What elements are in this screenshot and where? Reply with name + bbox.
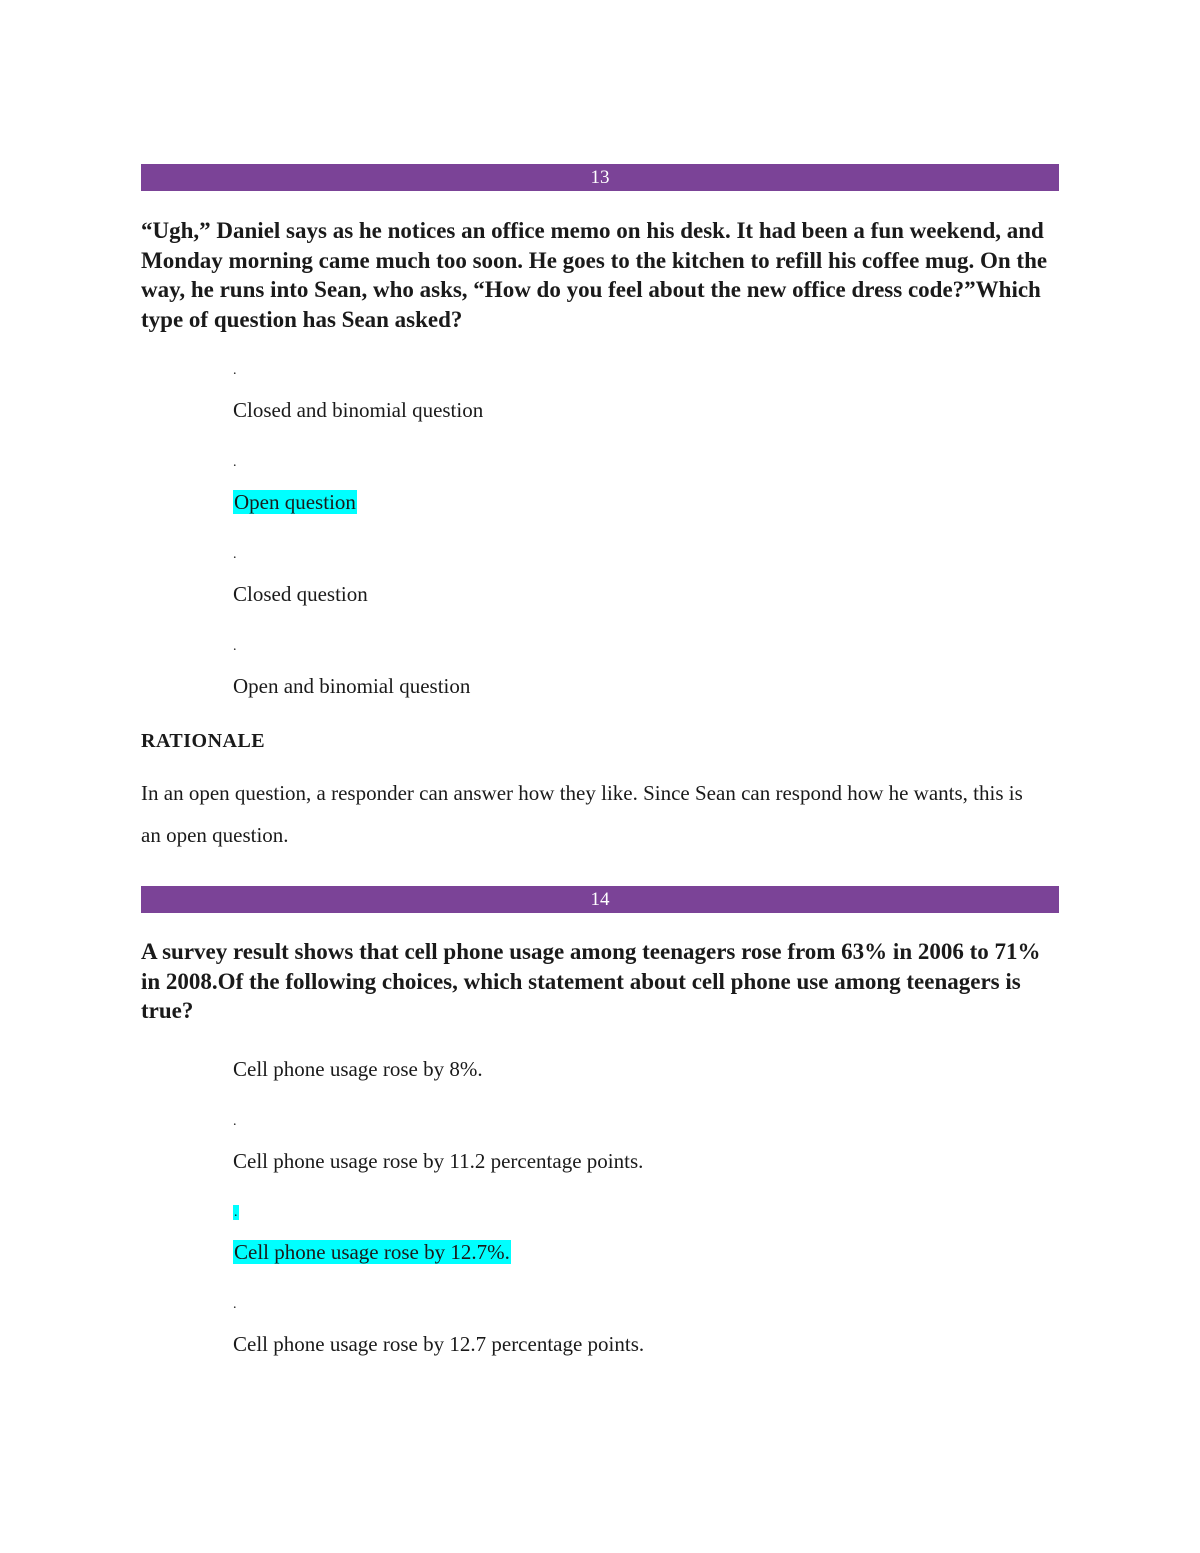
option-open-question-selected[interactable] [233,489,357,515]
option-rose-12-7-points[interactable] [233,1331,644,1357]
option-open-binomial[interactable] [233,673,470,699]
question-text-14: A survey result shows that cell phone usage among teenagers rose from 63% in 2006 to 71% in 2008.Of the following choices, which statement about cell phone use among teenagers is true? [141,939,1041,1023]
option-label: Cell phone usage rose by 8%. [233,1057,483,1081]
option-closed-binomial[interactable] [233,397,483,423]
question-number: 14 [590,889,610,910]
question-number-bar-14 [141,886,1059,913]
option-closed-question[interactable] [233,581,368,607]
option-marker: . [233,1297,237,1312]
option-label: Closed question [233,582,368,606]
question-number: 13 [590,167,610,188]
option-marker: . [233,547,237,562]
option-label: Cell phone usage rose by 11.2 percentage points. [233,1149,644,1173]
option-rose-8-percent[interactable] [233,1056,483,1082]
option-rose-11-2-points[interactable] [233,1148,643,1174]
option-marker: . [233,363,237,378]
rationale-text: In an open question, a responder can answer how they like. Since Sean can respond how he wants, this is an open question. [141,781,1023,847]
option-label: Closed and binomial question [233,398,484,422]
option-marker: . [233,639,237,654]
option-label: Open and binomial question [233,674,471,698]
option-label-highlighted: Cell phone usage rose by 12.7%. [234,1240,510,1264]
rationale-heading: RATIONALE [141,730,266,752]
question-text-13: “Ugh,” Daniel says as he notices an office memo on his desk. It had been a fun weekend, and Monday morning came much too soon. He goes to the kitchen to refill his coffee mug. On the way, he runs into Sean, who asks, “How do you feel about the new office dress code?”Which type of question has Sean asked? [141,218,1048,332]
option-marker: . [233,455,237,470]
option-marker: . [233,1114,237,1129]
option-label: Cell phone usage rose by 12.7 percentage points. [233,1332,645,1356]
option-rose-12-7-percent-selected[interactable] [233,1239,511,1265]
option-label-highlighted: Open question [234,490,356,514]
option-marker-highlighted: . [234,1205,238,1220]
question-number-bar-13 [141,164,1059,191]
